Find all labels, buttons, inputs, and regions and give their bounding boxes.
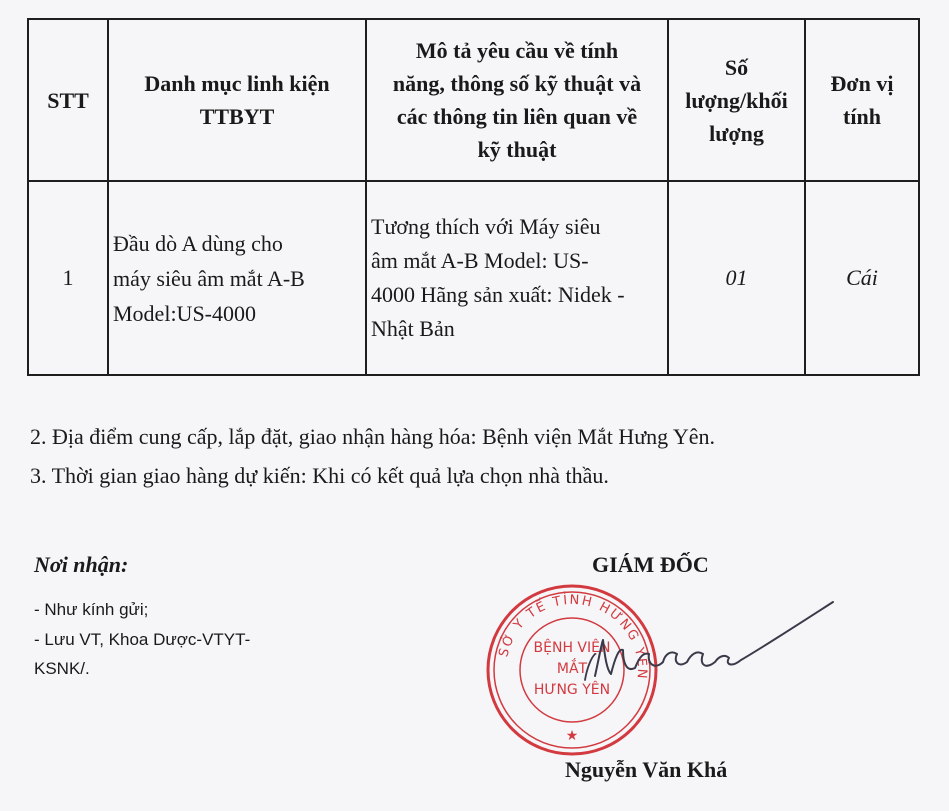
cell-description: Tương thích với Máy siêu âm mắt A-B Model: US- 4000 Hãng sản xuất: Nidek - Nhật Bản xyxy=(366,181,668,375)
cell-quantity: 01 xyxy=(668,181,805,375)
table-row xyxy=(28,181,919,375)
cell-unit: Cái xyxy=(805,181,919,375)
stamp-ring-text: SỞ Y TẾ TỈNH HƯNG YÊN xyxy=(496,592,650,681)
stamp-line: HƯNG YÊN xyxy=(533,682,611,698)
signer-position: GIÁM ĐỐC xyxy=(592,552,709,577)
delivery-location-text: 2. Địa điểm cung cấp, lắp đặt, giao nhận hàng hóa: Bệnh viện Mắt Hưng Yên. xyxy=(30,424,715,449)
cell-stt: 1 xyxy=(28,181,108,375)
header-component-name: Danh mục linh kiện TTBYT xyxy=(108,19,366,181)
signer-name: Nguyễn Văn Khá xyxy=(565,757,728,782)
header-stt: STT xyxy=(28,19,108,181)
recipient-item: - Như kính gửi; xyxy=(34,600,149,619)
header-description: Mô tả yêu cầu về tính năng, thông số kỹ thuật và các thông tin liên quan về kỹ thuật xyxy=(366,19,668,181)
handwritten-signature xyxy=(565,598,845,698)
recipients-title: Nơi nhận: xyxy=(34,552,129,577)
recipient-item: KSNK/. xyxy=(34,659,90,678)
stamp-line: MẮT xyxy=(556,661,588,677)
cell-component-name: Đầu dò A dùng cho máy siêu âm mắt A-B Model:US-4000 xyxy=(108,181,366,375)
header-unit: Đơn vị tính xyxy=(805,19,919,181)
stamp-star-icon: ★ xyxy=(565,728,579,744)
delivery-time-text: 3. Thời gian giao hàng dự kiến: Khi có kết quả lựa chọn nhà thầu. xyxy=(30,463,609,488)
stamp-line: BỆNH VIỆN xyxy=(533,640,611,656)
table-header-row xyxy=(28,19,919,181)
equipment-spec-table xyxy=(27,18,920,376)
recipient-item: - Lưu VT, Khoa Dược-VTYT- xyxy=(34,630,251,649)
header-quantity: Số lượng/khối lượng xyxy=(668,19,805,181)
